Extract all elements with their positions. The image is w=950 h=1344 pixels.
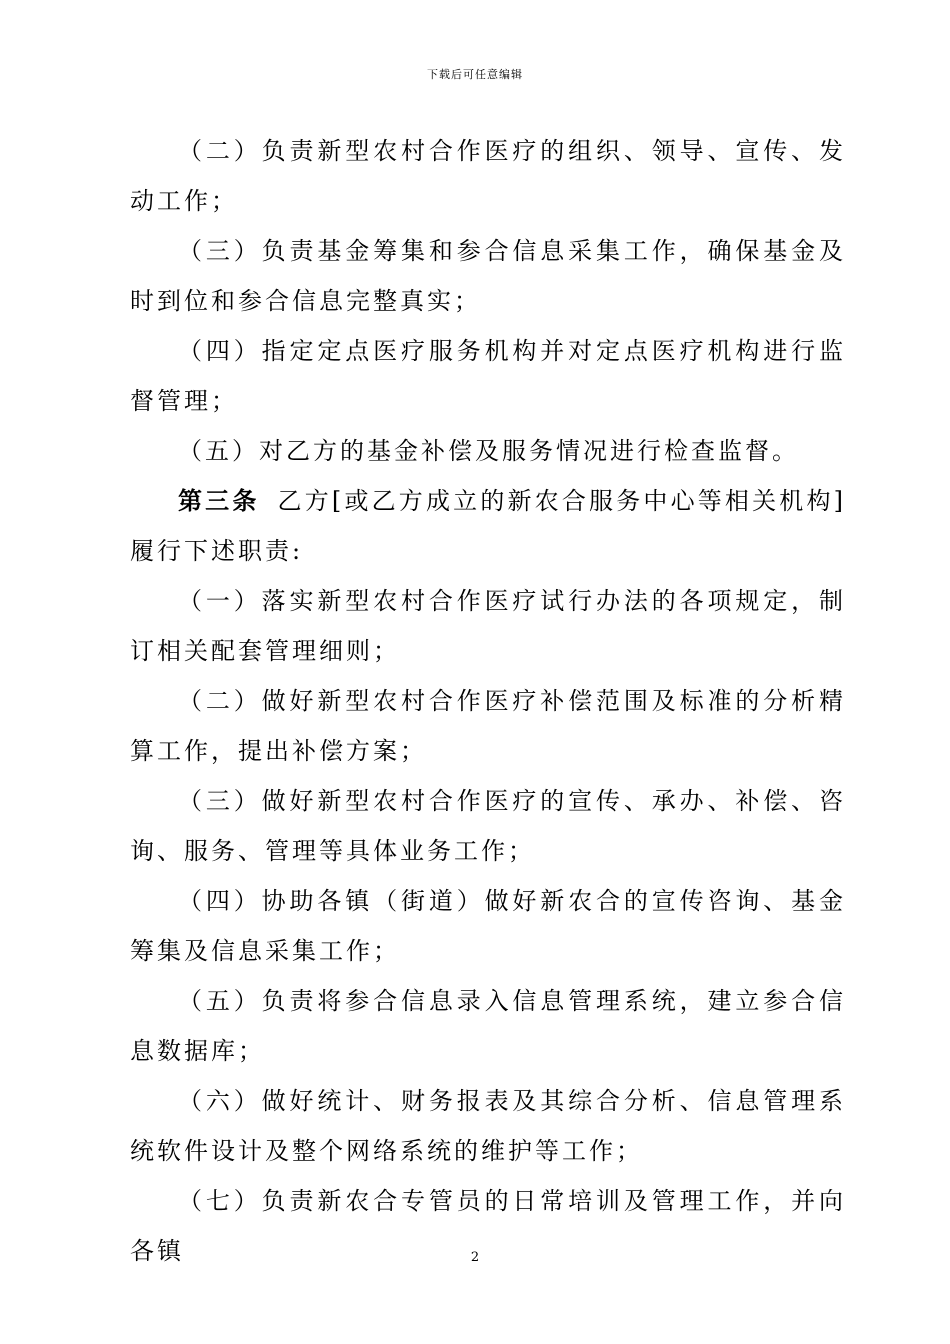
- paragraph-1: （二）负责新型农村合作医疗的组织、领导、宣传、发动工作；: [130, 137, 846, 215]
- paragraph-7: （二）做好新型农村合作医疗补偿范围及标准的分析精算工作，提出补偿方案；: [130, 687, 846, 765]
- paragraph-4: （五）对乙方的基金补偿及服务情况进行检查监督。: [178, 437, 799, 465]
- article-heading: 第三条: [178, 486, 260, 515]
- page-header: 下载后可任意编辑: [427, 68, 523, 81]
- paragraph-8: （三）做好新型农村合作医疗的宣传、承办、补偿、咨询、服务、管理等具体业务工作；: [130, 787, 846, 865]
- paragraph-11: （六）做好统计、财务报表及其综合分析、信息管理系统软件设计及整个网络系统的维护等工作；: [130, 1087, 846, 1165]
- paragraph-3: （四）指定定点医疗服务机构并对定点医疗机构进行监督管理；: [130, 337, 846, 415]
- paragraph-2: （三）负责基金筹集和参合信息采集工作，确保基金及时到位和参合信息完整真实；: [130, 237, 846, 315]
- paragraph-10: （五）负责将参合信息录入信息管理系统，建立参合信息数据库；: [130, 987, 846, 1065]
- paragraph-9: （四）协助各镇（街道）做好新农合的宣传咨询、基金筹集及信息采集工作；: [130, 887, 846, 965]
- paragraph-12: （七）负责新农合专管员的日常培训及管理工作，并向各镇: [130, 1187, 846, 1265]
- article-text: 乙方[或乙方成立的新农合服务中心等相关机构]履行下述职责:: [130, 487, 847, 565]
- document-body: [130, 126, 846, 1276]
- page-number: 2: [470, 1250, 480, 1265]
- paragraph-6: （一）落实新型农村合作医疗试行办法的各项规定，制订相关配套管理细则；: [130, 587, 846, 665]
- article-paragraph: [130, 476, 846, 576]
